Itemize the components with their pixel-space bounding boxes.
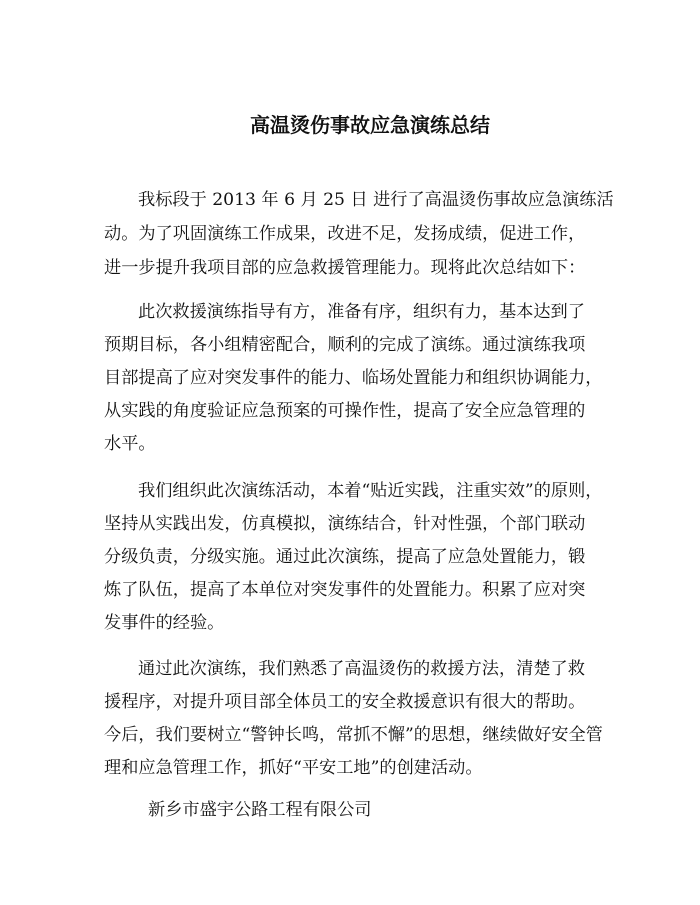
paragraph-line: 理和应急管理工作，抓好“平安工地”的创建活动。 (104, 758, 483, 778)
paragraph-line: 今后，我们要树立“警钟长鸣，常抓不懈”的思想，继续做好安全管 (104, 725, 603, 745)
paragraph-line: 分级负责，分级实施。通过此次演练，提高了应急处置能力，锻 (104, 547, 586, 567)
paragraph-line: 水平。 (104, 434, 156, 454)
paragraph-line: 此次救援演练指导有方，准备有序，组织有力，基本达到了 (138, 302, 585, 322)
paragraph-line: 目部提高了应对突发事件的能力、临场处置能力和组织协调能力， (104, 368, 603, 388)
paragraph-line: 我们组织此次演练活动，本着“贴近实践，注重实效”的原则， (138, 481, 603, 501)
paragraph-line: 炼了队伍，提高了本单位对突发事件的处置能力。积累了应对突 (104, 580, 586, 600)
paragraph-line: 发事件的经验。 (104, 613, 225, 633)
paragraph-line: 预期目标，各小组精密配合，顺利的完成了演练。通过演练我项 (104, 335, 586, 355)
document-title: 高温烫伤事故应急演练总结 (250, 113, 490, 137)
paragraph-line: 通过此次演练，我们熟悉了高温烫伤的救援方法，清楚了救 (138, 659, 585, 679)
company-signature: 新乡市盛宇公路工程有限公司 (148, 800, 372, 820)
paragraph-line: 从实践的角度验证应急预案的可操作性，提高了安全应急管理的 (104, 401, 586, 421)
paragraph-line: 我标段于 2013 年 6 月 25 日 进行了高温烫伤事故应急演练活 (138, 190, 614, 210)
paragraph-line: 坚持从实践出发，仿真模拟，演练结合，针对性强，个部门联动 (104, 514, 586, 534)
paragraph-line: 进一步提升我项目部的应急救援管理能力。现将此次总结如下： (104, 258, 586, 278)
paragraph-line: 动。为了巩固演练工作成果，改进不足，发扬成绩，促进工作， (104, 224, 586, 244)
paragraph-line: 援程序，对提升项目部全体员工的安全救援意识有很大的帮助。 (104, 692, 586, 712)
